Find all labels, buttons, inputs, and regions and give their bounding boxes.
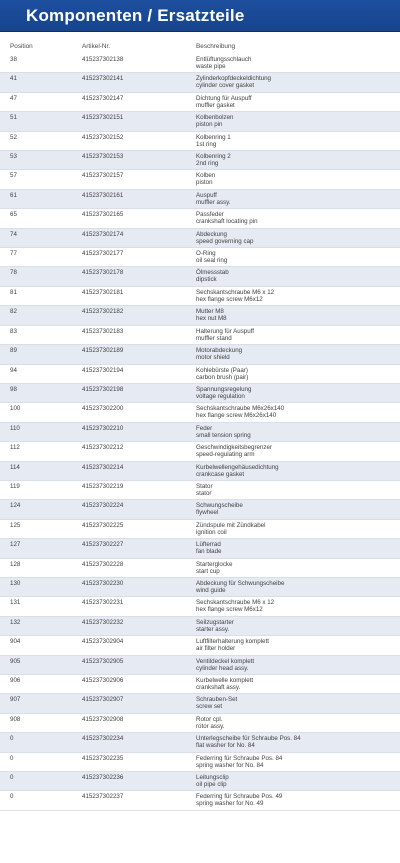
cell-description (196, 367, 400, 381)
cell-article-number: 415237302147 (82, 94, 124, 102)
table-row (0, 578, 400, 597)
cell-description (196, 541, 400, 555)
header-article: Artikel-Nr. (82, 43, 111, 50)
cell-position: 100 (10, 405, 21, 413)
description-german: Dichtung für Auspuff (196, 94, 252, 102)
cell-article-number: 415237302200 (82, 405, 124, 413)
cell-article-number: 415237302183 (82, 327, 124, 335)
cell-position: 38 (10, 56, 17, 63)
table-row (0, 617, 400, 636)
description-english: hex flange screw M6x12 (196, 606, 263, 614)
table-row (0, 772, 400, 791)
cell-position: 0 (10, 793, 14, 801)
description-german: Ölmessstab (196, 269, 229, 277)
cell-article-number: 415237302181 (82, 288, 124, 296)
cell-article-number: 415237302906 (82, 677, 124, 684)
cell-description (196, 755, 400, 769)
description-english: muffler stand (196, 334, 232, 342)
cell-position: 94 (10, 366, 17, 374)
table-row (0, 365, 400, 384)
cell-description (196, 192, 400, 206)
description-english: wind guide (196, 586, 226, 594)
description-english: piston pin (196, 121, 223, 129)
cell-position: 89 (10, 347, 17, 355)
description-german: Federring für Schraube Pos. 84 (196, 754, 283, 762)
cell-description (196, 599, 400, 613)
description-german: Rotor cpl. (196, 715, 223, 723)
description-english: air filter holder (196, 645, 236, 653)
cell-article-number: 415237302189 (82, 347, 124, 355)
cell-description (196, 696, 400, 710)
cell-position: 132 (10, 618, 21, 626)
cell-description (196, 619, 400, 633)
cell-description (196, 580, 400, 594)
description-english: screw set (196, 703, 223, 711)
description-english: muffler assy. (196, 198, 231, 206)
table-row (0, 597, 400, 616)
description-german: Kohlebürste (Paar) (196, 366, 248, 374)
cell-article-number: 415237302212 (82, 444, 124, 452)
cell-article-number: 415237302232 (82, 618, 124, 626)
cell-article-number: 415237302198 (82, 385, 124, 393)
cell-description (196, 172, 400, 186)
table-row (0, 462, 400, 481)
description-english: start cup (196, 567, 220, 575)
description-english: small tension spring (196, 431, 251, 439)
description-german: Kolbenbolzen (196, 114, 234, 122)
table-row (0, 112, 400, 131)
description-english: 2nd ring (196, 160, 219, 168)
table-row (0, 151, 400, 170)
cell-position: 51 (10, 114, 17, 122)
cell-article-number: 415237302177 (82, 250, 124, 258)
cell-position: 110 (10, 424, 20, 432)
cell-position: 77 (10, 250, 17, 258)
description-english: crankshaft assy. (196, 684, 241, 691)
description-german: Sechskantschraube M6 x 12 (196, 288, 275, 296)
cell-position: 906 (10, 677, 21, 684)
header-position: Position (10, 43, 33, 50)
description-german: Passfeder (196, 211, 224, 219)
cell-article-number: 415237302237 (82, 793, 124, 801)
cell-article-number: 415237302182 (82, 308, 124, 316)
cell-position: 124 (10, 502, 21, 510)
cell-article-number: 415237302905 (82, 657, 124, 665)
description-german: Mutter M8 (196, 308, 224, 316)
description-german: Geschwindigkeitsbegrenzer (196, 444, 273, 452)
table-row (0, 190, 400, 209)
table-row (0, 520, 400, 539)
cell-position: 0 (10, 735, 14, 743)
table-row (0, 675, 400, 694)
cell-position: 127 (10, 541, 21, 549)
cell-article-number: 415237302230 (82, 579, 124, 587)
cell-article-number: 415237302151 (82, 114, 124, 122)
cell-description (196, 735, 400, 749)
title-bar (0, 0, 400, 32)
cell-description (196, 75, 400, 89)
cell-description (196, 269, 400, 283)
cell-position: 905 (10, 657, 21, 665)
table-row (0, 229, 400, 248)
table-row (0, 694, 400, 713)
cell-description (196, 561, 400, 575)
description-english: oil pipe clip (196, 781, 227, 789)
table-row (0, 656, 400, 675)
description-german: Abdeckung für Schwungscheibe (196, 579, 285, 587)
description-english: crankshaft locating pin (196, 218, 258, 226)
cell-article-number: 415237302225 (82, 521, 124, 529)
cell-position: 41 (10, 75, 17, 83)
header-description: Beschreibung (196, 43, 236, 50)
description-german: Zündspule mit Zündkabel (196, 521, 266, 529)
description-english: 1st ring (196, 140, 217, 148)
cell-article-number: 415237302228 (82, 560, 124, 568)
description-german: Spannungsregelung (196, 385, 252, 393)
cell-description (196, 386, 400, 400)
cell-article-number: 415237302157 (82, 172, 124, 180)
table-row (0, 73, 400, 92)
cell-position: 65 (10, 211, 17, 219)
cell-article-number: 415237302214 (82, 463, 124, 471)
description-english: hex flange screw M6x12 (196, 295, 263, 303)
description-english: fan blade (196, 548, 222, 556)
description-english: cylinder cover gasket (196, 82, 255, 90)
cell-position: 907 (10, 696, 21, 704)
table-row (0, 384, 400, 403)
cell-article-number: 415237302235 (82, 754, 124, 762)
description-english: cylinder head assy. (196, 664, 249, 672)
cell-position: 81 (10, 288, 17, 296)
table-row (0, 733, 400, 752)
description-english: voltage regulation (196, 392, 245, 400)
cell-description (196, 308, 400, 322)
cell-position: 125 (10, 521, 21, 529)
description-german: Luftfilterhalterung komplett (196, 638, 269, 646)
cell-position: 78 (10, 269, 17, 277)
cell-position: 904 (10, 638, 21, 646)
cell-article-number: 415237302138 (82, 56, 124, 63)
table-row (0, 306, 400, 325)
cell-article-number: 415237302210 (82, 424, 124, 432)
cell-description (196, 638, 400, 652)
cell-description (196, 211, 400, 225)
description-german: Ventildeckel komplett (196, 657, 255, 665)
cell-description (196, 250, 400, 264)
cell-description (196, 522, 400, 536)
parts-table (0, 54, 400, 811)
cell-position: 74 (10, 230, 17, 238)
cell-article-number: 415237302231 (82, 599, 124, 607)
cell-description (196, 502, 400, 516)
cell-position: 112 (10, 444, 20, 452)
description-german: Schrauben-Set (196, 696, 238, 704)
cell-description (196, 483, 400, 497)
description-german: Abdeckung (196, 230, 227, 238)
cell-description (196, 134, 400, 148)
cell-description (196, 231, 400, 245)
description-english: hex nut M8 (196, 315, 227, 323)
table-row (0, 209, 400, 228)
table-row (0, 636, 400, 655)
cell-description (196, 347, 400, 361)
cell-description (196, 289, 400, 303)
cell-article-number: 415237302141 (82, 75, 124, 83)
cell-position: 57 (10, 172, 17, 180)
table-row (0, 267, 400, 286)
cell-position: 114 (10, 463, 20, 471)
cell-article-number: 415237302907 (82, 696, 124, 704)
page-title: Komponenten / Ersatzteile (26, 5, 245, 25)
cell-article-number: 415237302194 (82, 366, 124, 374)
table-row (0, 791, 400, 810)
cell-position: 61 (10, 191, 17, 199)
cell-position: 131 (10, 599, 21, 607)
description-german: Zylinderkopfdeckeldichtung (196, 75, 271, 83)
description-german: Federring für Schraube Pos. 49 (196, 793, 283, 801)
cell-description (196, 716, 400, 730)
description-english: speed governing cap (196, 237, 254, 245)
table-row (0, 248, 400, 267)
description-german: Leitungsclip (196, 774, 229, 782)
cell-description (196, 658, 400, 672)
cell-description (196, 95, 400, 109)
description-german: Starterglocke (196, 560, 233, 568)
cell-position: 0 (10, 754, 14, 762)
description-english: dipstick (196, 276, 217, 284)
description-english: speed-regulating arm (196, 451, 255, 459)
cell-description (196, 793, 400, 807)
table-row (0, 326, 400, 345)
description-english: motor shield (196, 354, 230, 362)
table-row (0, 287, 400, 306)
description-english: piston (196, 179, 213, 187)
cell-article-number: 415237302234 (82, 735, 124, 743)
description-english: spring washer for No. 49 (196, 800, 264, 808)
table-row (0, 403, 400, 422)
cell-description (196, 114, 400, 128)
cell-position: 908 (10, 715, 21, 723)
cell-position: 47 (10, 94, 17, 102)
cell-description (196, 425, 400, 439)
description-german: Auspuff (196, 191, 217, 199)
cell-position: 82 (10, 308, 17, 316)
cell-article-number: 415237302161 (82, 191, 124, 199)
cell-article-number: 415237302224 (82, 502, 124, 510)
table-row (0, 93, 400, 112)
table-row (0, 714, 400, 733)
description-german: Kolben (196, 172, 216, 180)
description-german: Unterlegscheibe für Schraube Pos. 84 (196, 735, 301, 743)
description-german: Seilzugstarter (196, 618, 234, 626)
cell-article-number: 415237302178 (82, 269, 124, 277)
description-english: oil seal ring (196, 257, 228, 265)
description-german: Schwungscheibe (196, 502, 243, 510)
cell-article-number: 415237302904 (82, 638, 124, 646)
description-german: Feder (196, 424, 213, 432)
cell-article-number: 415237302908 (82, 715, 124, 723)
cell-description (196, 774, 400, 788)
cell-position: 130 (10, 579, 21, 587)
description-english: hex flange screw M6x26x140 (196, 412, 277, 420)
cell-position: 98 (10, 385, 17, 393)
cell-description (196, 153, 400, 167)
cell-article-number: 415237302219 (82, 482, 124, 490)
table-row (0, 423, 400, 442)
cell-position: 52 (10, 133, 17, 141)
description-german: Lüfterrad (196, 541, 221, 549)
cell-article-number: 415237302152 (82, 133, 124, 141)
description-english: flywheel (196, 509, 219, 517)
description-english: carbon brush (pair) (196, 373, 249, 381)
table-header (0, 40, 400, 53)
description-english: stator (196, 489, 212, 497)
cell-position: 119 (10, 482, 20, 490)
cell-description (196, 464, 400, 478)
description-english: ignition coil (196, 528, 227, 536)
cell-article-number: 415237302165 (82, 211, 124, 219)
description-english: flat washer for No. 84 (196, 742, 255, 750)
description-german: Sechskantschraube M6x26x140 (196, 405, 285, 413)
table-row (0, 54, 400, 73)
cell-description (196, 328, 400, 342)
cell-description (196, 444, 400, 458)
cell-position: 0 (10, 774, 14, 782)
cell-position: 128 (10, 560, 21, 568)
table-row (0, 539, 400, 558)
cell-position: 83 (10, 327, 17, 335)
description-german: Entlüftungsschlauch (196, 56, 252, 63)
description-english: spring washer for No. 84 (196, 761, 264, 769)
table-row (0, 753, 400, 772)
description-german: Kolbenring 2 (196, 153, 231, 161)
table-row (0, 500, 400, 519)
cell-position: 53 (10, 153, 17, 161)
description-german: Stator (196, 482, 213, 490)
table-row (0, 170, 400, 189)
table-row (0, 559, 400, 578)
description-german: Motorabdeckung (196, 347, 243, 355)
description-english: waste pipe (196, 63, 226, 70)
description-english: rotor assy. (196, 722, 225, 730)
cell-description (196, 56, 400, 70)
cell-article-number: 415237302227 (82, 541, 124, 549)
description-english: crankcase gasket (196, 470, 245, 478)
table-row (0, 345, 400, 364)
table-row (0, 442, 400, 461)
cell-article-number: 415237302236 (82, 774, 124, 782)
cell-description (196, 405, 400, 419)
description-german: Kurbelwelle komplett (196, 677, 254, 684)
description-german: O-Ring (196, 250, 216, 258)
table-row (0, 132, 400, 151)
cell-description (196, 677, 400, 691)
description-german: Halterung für Auspuff (196, 327, 255, 335)
description-english: muffler gasket (196, 101, 235, 109)
description-german: Sechskantschraube M6 x 12 (196, 599, 275, 607)
description-german: Kolbenring 1 (196, 133, 231, 141)
cell-article-number: 415237302153 (82, 153, 124, 161)
table-row (0, 481, 400, 500)
description-english: starter assy. (196, 625, 230, 633)
description-german: Kurbelwellengehäusedichtung (196, 463, 279, 471)
cell-article-number: 415237302174 (82, 230, 124, 238)
